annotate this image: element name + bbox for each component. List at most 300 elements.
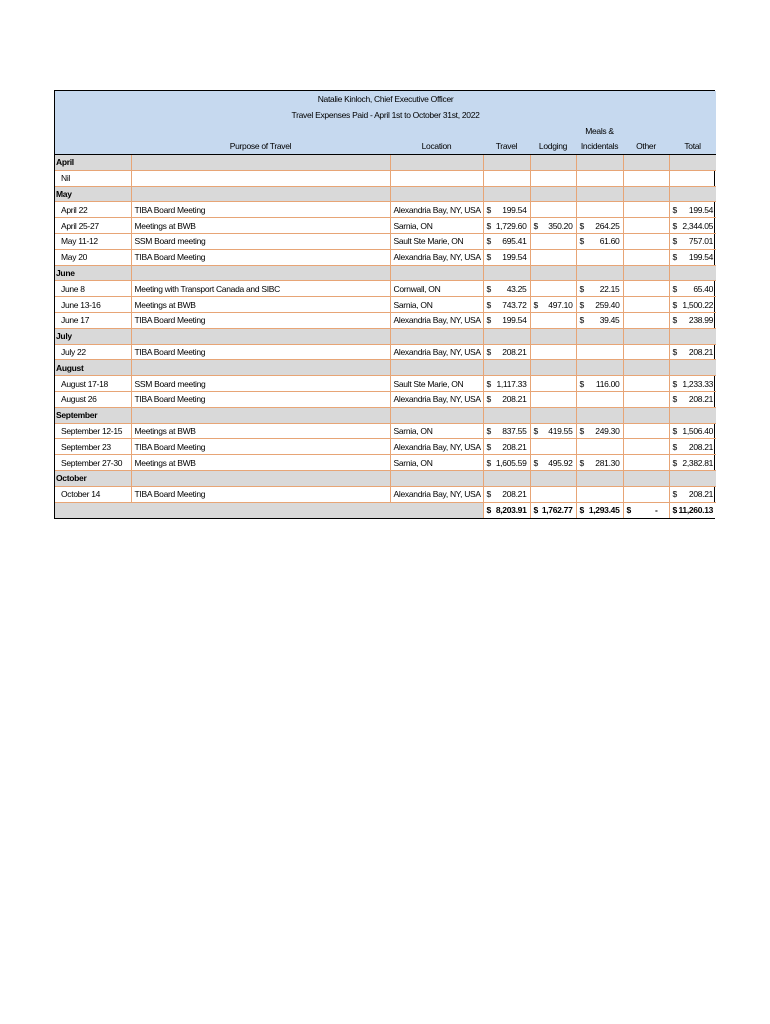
month-label: June — [55, 265, 131, 281]
trip-total-value: 1,233.33 — [682, 378, 714, 389]
trip-total-value: 65.40 — [693, 283, 714, 294]
trip-location: Alexandria Bay, NY, USA — [390, 439, 483, 455]
trip-lodging — [530, 218, 576, 234]
trip-total — [669, 439, 716, 455]
trip-travel-value: 1,117.33 — [496, 378, 527, 389]
column-header-row — [55, 139, 716, 155]
trip-other — [623, 249, 669, 265]
trip-meals — [576, 486, 623, 502]
report-title: Natalie Kinloch, Chief Executive Officer — [55, 91, 716, 107]
trip-location: Sarnia, ON — [390, 218, 483, 234]
trip-total — [669, 392, 716, 408]
column-header-location: Location — [390, 139, 483, 155]
month-row-cell — [576, 471, 623, 487]
month-row-cell — [390, 155, 483, 171]
trip-other — [623, 202, 669, 218]
trip-meals-value: 281.30 — [595, 457, 620, 468]
month-row-cell — [131, 265, 390, 281]
table-row — [55, 439, 716, 455]
total-lodging-value: 1,762.77 — [541, 505, 573, 516]
column-header-total: Total — [669, 139, 716, 155]
month-row-cell — [530, 186, 576, 202]
month-row-cell — [669, 328, 716, 344]
trip-meals-value: 116.00 — [595, 378, 620, 389]
trip-meals-value: 259.40 — [595, 299, 620, 310]
month-row — [55, 407, 716, 423]
trip-meals — [576, 392, 623, 408]
trip-travel — [483, 218, 530, 234]
month-row-cell — [623, 155, 669, 171]
trip-meals-value: 22.15 — [599, 283, 620, 294]
table-row — [55, 202, 716, 218]
trip-meals — [576, 313, 623, 329]
trip-travel — [483, 281, 530, 297]
trip-lodging — [530, 202, 576, 218]
trip-total — [669, 218, 716, 234]
trip-total — [669, 455, 716, 471]
currency-symbol: $ — [672, 252, 677, 263]
table-row — [55, 313, 716, 329]
currency-symbol: $ — [533, 220, 538, 231]
month-row-cell — [390, 360, 483, 376]
month-row-cell — [576, 155, 623, 171]
currency-symbol: $ — [672, 378, 677, 389]
trip-location: Cornwall, ON — [390, 281, 483, 297]
expense-table — [55, 91, 716, 518]
trip-other — [623, 218, 669, 234]
trip-purpose: TIBA Board Meeting — [131, 486, 390, 502]
trip-total-value: 1,506.40 — [682, 426, 714, 437]
month-label: July — [55, 328, 131, 344]
trip-purpose: TIBA Board Meeting — [131, 392, 390, 408]
month-row-cell — [576, 186, 623, 202]
trip-other — [623, 423, 669, 439]
trip-meals — [576, 218, 623, 234]
trip-location: Alexandria Bay, NY, USA — [390, 486, 483, 502]
trip-other — [623, 170, 669, 186]
currency-symbol: $ — [486, 220, 491, 231]
trip-total — [669, 249, 716, 265]
trip-travel-value: 199.54 — [502, 315, 527, 326]
trip-date: May 11-12 — [55, 234, 131, 250]
trip-total — [669, 486, 716, 502]
month-row — [55, 186, 716, 202]
month-row-cell — [131, 407, 390, 423]
column-header-travel: Travel — [483, 139, 530, 155]
currency-symbol: $ — [579, 283, 584, 294]
table-row — [55, 249, 716, 265]
trip-total-value: 757.01 — [688, 236, 714, 247]
month-row-cell — [131, 471, 390, 487]
trip-lodging — [530, 170, 576, 186]
currency-symbol: $ — [533, 505, 538, 516]
month-row-cell — [576, 265, 623, 281]
trip-total-value: 199.54 — [688, 204, 714, 215]
trip-lodging — [530, 423, 576, 439]
currency-symbol: $ — [672, 426, 677, 437]
currency-symbol: $ — [486, 457, 491, 468]
trip-date: Nil — [55, 170, 131, 186]
currency-symbol: $ — [672, 220, 677, 231]
trip-purpose: Meeting with Transport Canada and SIBC — [131, 281, 390, 297]
trip-location: Sarnia, ON — [390, 455, 483, 471]
month-row — [55, 155, 716, 171]
trip-total-value: 208.21 — [688, 441, 714, 452]
table-row — [55, 297, 716, 313]
month-row-cell — [530, 360, 576, 376]
trip-purpose: Meetings at BWB — [131, 423, 390, 439]
trip-lodging — [530, 281, 576, 297]
total-other — [623, 502, 669, 518]
table-row — [55, 376, 716, 392]
total-meals-value: 1,293.45 — [588, 505, 620, 516]
month-row — [55, 360, 716, 376]
currency-symbol: $ — [486, 394, 491, 405]
trip-total-value: 2,382.81 — [682, 457, 714, 468]
month-row-cell — [623, 186, 669, 202]
trip-other — [623, 392, 669, 408]
trip-date: June 8 — [55, 281, 131, 297]
trip-travel-value: 1,605.59 — [495, 457, 527, 468]
trip-purpose: TIBA Board Meeting — [131, 344, 390, 360]
currency-symbol: $ — [626, 505, 631, 516]
trip-travel — [483, 423, 530, 439]
trip-purpose: Meetings at BWB — [131, 297, 390, 313]
trip-location: Sault Ste Marie, ON — [390, 234, 483, 250]
currency-symbol: $ — [579, 426, 584, 437]
trip-total-value: 1,500.22 — [682, 299, 714, 310]
trip-other — [623, 486, 669, 502]
month-row-cell — [390, 265, 483, 281]
currency-symbol: $ — [486, 378, 491, 389]
trip-lodging — [530, 392, 576, 408]
trip-total — [669, 170, 716, 186]
month-label: August — [55, 360, 131, 376]
totals-label-cell — [55, 502, 483, 518]
trip-date: October 14 — [55, 486, 131, 502]
totals-row — [55, 502, 716, 518]
trip-location: Sarnia, ON — [390, 297, 483, 313]
trip-location: Alexandria Bay, NY, USA — [390, 344, 483, 360]
trip-date: July 22 — [55, 344, 131, 360]
currency-symbol: $ — [486, 204, 491, 215]
trip-date: August 17-18 — [55, 376, 131, 392]
table-row — [55, 392, 716, 408]
trip-travel-value: 695.41 — [502, 236, 527, 247]
currency-symbol: $ — [533, 457, 538, 468]
trip-total — [669, 297, 716, 313]
currency-symbol: $ — [672, 347, 677, 358]
month-label: October — [55, 471, 131, 487]
currency-symbol: $ — [486, 315, 491, 326]
trip-purpose: SSM Board meeting — [131, 234, 390, 250]
month-row-cell — [669, 471, 716, 487]
month-row-cell — [390, 328, 483, 344]
trip-meals — [576, 249, 623, 265]
trip-meals — [576, 439, 623, 455]
month-row-cell — [483, 265, 530, 281]
column-header-other: Other — [623, 139, 669, 155]
trip-travel-value: 208.21 — [502, 441, 527, 452]
month-row — [55, 328, 716, 344]
trip-lodging-value: 419.55 — [548, 426, 573, 437]
header-row-meals-top — [55, 123, 716, 139]
currency-symbol: $ — [672, 283, 677, 294]
month-row-cell — [483, 360, 530, 376]
month-row-cell — [390, 407, 483, 423]
month-row-cell — [390, 186, 483, 202]
trip-lodging — [530, 376, 576, 392]
month-row-cell — [483, 407, 530, 423]
trip-travel — [483, 170, 530, 186]
month-row-cell — [623, 360, 669, 376]
trip-location: Alexandria Bay, NY, USA — [390, 202, 483, 218]
column-header-meals-line1: Meals & — [576, 123, 623, 139]
month-row-cell — [483, 186, 530, 202]
trip-total — [669, 202, 716, 218]
report-subtitle: Travel Expenses Paid - April 1st to October 31st, 2022 — [55, 107, 716, 123]
total-lodging — [530, 502, 576, 518]
currency-symbol: $ — [672, 441, 677, 452]
trip-travel — [483, 313, 530, 329]
trip-other — [623, 297, 669, 313]
trip-date: April 22 — [55, 202, 131, 218]
trip-other — [623, 455, 669, 471]
month-row-cell — [530, 407, 576, 423]
month-label: September — [55, 407, 131, 423]
trip-date: August 26 — [55, 392, 131, 408]
trip-meals — [576, 234, 623, 250]
trip-meals — [576, 344, 623, 360]
trip-location: Sarnia, ON — [390, 423, 483, 439]
trip-total — [669, 234, 716, 250]
table-row — [55, 170, 716, 186]
currency-symbol: $ — [672, 457, 677, 468]
trip-purpose: Meetings at BWB — [131, 455, 390, 471]
month-row-cell — [576, 360, 623, 376]
month-row-cell — [623, 265, 669, 281]
trip-lodging — [530, 455, 576, 471]
currency-symbol: $ — [579, 236, 584, 247]
trip-location: Alexandria Bay, NY, USA — [390, 313, 483, 329]
trip-lodging — [530, 486, 576, 502]
trip-lodging-value: 350.20 — [548, 220, 573, 231]
trip-total — [669, 423, 716, 439]
trip-lodging — [530, 344, 576, 360]
trip-date: April 25-27 — [55, 218, 131, 234]
trip-travel-value: 208.21 — [502, 489, 527, 500]
currency-symbol: $ — [486, 252, 491, 263]
month-row-cell — [669, 360, 716, 376]
currency-symbol: $ — [486, 347, 491, 358]
trip-meals-value: 39.45 — [599, 315, 620, 326]
trip-travel — [483, 297, 530, 313]
trip-travel — [483, 344, 530, 360]
month-row — [55, 471, 716, 487]
trip-total-value: 208.21 — [688, 347, 714, 358]
trip-travel-value: 199.54 — [502, 252, 527, 263]
trip-location: Alexandria Bay, NY, USA — [390, 392, 483, 408]
report-title-row-1 — [55, 91, 716, 107]
currency-symbol: $ — [672, 236, 677, 247]
trip-location — [390, 170, 483, 186]
month-row-cell — [530, 155, 576, 171]
month-row-cell — [669, 155, 716, 171]
table-row — [55, 344, 716, 360]
currency-symbol: $ — [672, 204, 677, 215]
month-row-cell — [131, 155, 390, 171]
table-row — [55, 423, 716, 439]
trip-purpose: TIBA Board Meeting — [131, 439, 390, 455]
total-total-value: 11,260.13 — [678, 505, 714, 516]
trip-lodging-value: 497.10 — [548, 299, 573, 310]
month-row-cell — [623, 328, 669, 344]
trip-purpose: Meetings at BWB — [131, 218, 390, 234]
month-row-cell — [483, 155, 530, 171]
trip-travel-value: 208.21 — [502, 347, 527, 358]
trip-other — [623, 376, 669, 392]
trip-lodging — [530, 249, 576, 265]
currency-symbol: $ — [579, 220, 584, 231]
trip-travel — [483, 486, 530, 502]
trip-total-value: 208.21 — [688, 394, 714, 405]
trip-lodging — [530, 313, 576, 329]
trip-travel — [483, 376, 530, 392]
trip-lodging-value: 495.92 — [548, 457, 573, 468]
trip-travel — [483, 392, 530, 408]
currency-symbol: $ — [486, 299, 491, 310]
trip-travel-value: 43.25 — [506, 283, 527, 294]
trip-travel — [483, 249, 530, 265]
column-header-purpose: Purpose of Travel — [131, 139, 390, 155]
currency-symbol: $ — [486, 236, 491, 247]
trip-travel-value: 199.54 — [502, 204, 527, 215]
month-row-cell — [530, 265, 576, 281]
trip-meals — [576, 170, 623, 186]
trip-purpose — [131, 170, 390, 186]
trip-travel-value: 208.21 — [502, 394, 527, 405]
trip-date: June 13-16 — [55, 297, 131, 313]
month-row-cell — [669, 186, 716, 202]
month-label: April — [55, 155, 131, 171]
trip-meals-value: 249.30 — [595, 426, 620, 437]
trip-meals — [576, 297, 623, 313]
currency-symbol: $ — [672, 315, 677, 326]
trip-purpose: TIBA Board Meeting — [131, 202, 390, 218]
trip-other — [623, 234, 669, 250]
trip-date: September 27-30 — [55, 455, 131, 471]
table-row — [55, 234, 716, 250]
currency-symbol: $ — [486, 489, 491, 500]
currency-symbol: $ — [533, 299, 538, 310]
total-travel — [483, 502, 530, 518]
currency-symbol: $ — [579, 299, 584, 310]
column-header-lodging: Lodging — [530, 139, 576, 155]
trip-meals — [576, 423, 623, 439]
month-row-cell — [576, 407, 623, 423]
trip-travel — [483, 439, 530, 455]
trip-purpose: SSM Board meeting — [131, 376, 390, 392]
trip-travel — [483, 234, 530, 250]
currency-symbol: $ — [579, 505, 584, 516]
trip-date: May 20 — [55, 249, 131, 265]
currency-symbol: $ — [533, 426, 538, 437]
trip-date: September 12-15 — [55, 423, 131, 439]
trip-meals — [576, 455, 623, 471]
trip-meals — [576, 376, 623, 392]
currency-symbol: $ — [486, 505, 491, 516]
month-row-cell — [131, 186, 390, 202]
trip-lodging — [530, 439, 576, 455]
trip-meals-value: 61.60 — [599, 236, 620, 247]
trip-travel — [483, 455, 530, 471]
total-other-value: - — [654, 505, 658, 516]
trip-travel — [483, 202, 530, 218]
trip-total — [669, 281, 716, 297]
trip-location: Sault Ste Marie, ON — [390, 376, 483, 392]
month-row-cell — [623, 407, 669, 423]
expense-table-sheet — [54, 90, 715, 519]
currency-symbol: $ — [486, 441, 491, 452]
month-row — [55, 265, 716, 281]
month-row-cell — [483, 328, 530, 344]
trip-total — [669, 313, 716, 329]
month-row-cell — [530, 328, 576, 344]
total-travel-value: 8,203.91 — [495, 505, 527, 516]
trip-total — [669, 344, 716, 360]
month-row-cell — [530, 471, 576, 487]
table-row — [55, 455, 716, 471]
month-row-cell — [576, 328, 623, 344]
trip-total-value: 2,344.05 — [682, 220, 714, 231]
month-label: May — [55, 186, 131, 202]
trip-purpose: TIBA Board Meeting — [131, 313, 390, 329]
total-meals — [576, 502, 623, 518]
trip-travel-value: 837.55 — [502, 426, 527, 437]
trip-meals — [576, 202, 623, 218]
trip-total-value: 199.54 — [688, 252, 714, 263]
month-row-cell — [623, 471, 669, 487]
currency-symbol: $ — [672, 299, 677, 310]
currency-symbol: $ — [672, 489, 677, 500]
column-header-meals-line2: Incidentals — [576, 139, 623, 155]
trip-lodging — [530, 234, 576, 250]
trip-total-value: 208.21 — [688, 489, 714, 500]
trip-location: Alexandria Bay, NY, USA — [390, 249, 483, 265]
table-row — [55, 281, 716, 297]
month-row-cell — [131, 360, 390, 376]
trip-travel-value: 1,729.60 — [495, 220, 527, 231]
month-row-cell — [669, 407, 716, 423]
trip-total-value: 238.99 — [688, 315, 714, 326]
trip-date: September 23 — [55, 439, 131, 455]
trip-other — [623, 344, 669, 360]
trip-other — [623, 439, 669, 455]
trip-lodging — [530, 297, 576, 313]
month-row-cell — [390, 471, 483, 487]
currency-symbol: $ — [579, 315, 584, 326]
trip-meals — [576, 281, 623, 297]
currency-symbol: $ — [672, 505, 677, 516]
trip-meals-value: 264.25 — [595, 220, 620, 231]
trip-purpose: TIBA Board Meeting — [131, 249, 390, 265]
table-row — [55, 218, 716, 234]
trip-travel-value: 743.72 — [502, 299, 527, 310]
currency-symbol: $ — [486, 283, 491, 294]
total-total — [669, 502, 716, 518]
month-row-cell — [669, 265, 716, 281]
table-row — [55, 486, 716, 502]
